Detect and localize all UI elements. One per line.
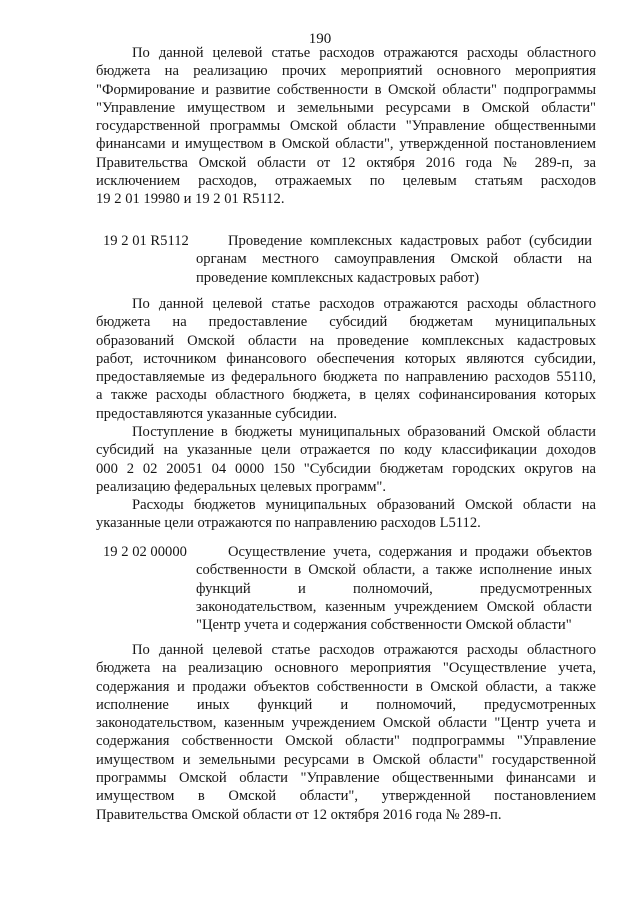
title-line: проведение комплексных кадастровых работ) xyxy=(196,269,480,286)
text-line: Правительства Омской области от 12 октября 2016 года № 289-п. xyxy=(96,806,502,823)
text-line: 000 2 02 20051 04 0000 150 "Субсидии бюджетам городских округов на xyxy=(96,460,596,477)
text-line: предоставляемые из федерального бюджета по направлению расходов 55110, xyxy=(96,369,596,386)
page-number: 190 xyxy=(308,31,332,47)
item-1-title xyxy=(196,232,592,287)
item-2-title xyxy=(196,543,592,634)
text-line: исключением расходов, отражаемых по целевым статьям расходов xyxy=(96,173,596,190)
text-line: 19 2 01 19980 и 19 2 01 R5112. xyxy=(96,191,285,208)
text-line: бюджета на реализацию прочих мероприятий основного мероприятия xyxy=(96,63,596,80)
title-line: Осуществление учета, содержания и продажи объектов xyxy=(228,544,592,560)
text-line: а также расходы областного бюджета, в целях софинансирования которых xyxy=(96,387,596,404)
text-line: исполнение иных функций и полномочий, предусмотренных xyxy=(96,696,596,713)
title-line: органам местного самоуправления Омской области на xyxy=(196,251,592,268)
text-line: бюджета на реализацию основного мероприятия "Осуществление учета, xyxy=(96,660,596,677)
text-line: бюджета на предоставление субсидий бюджетам муниципальных xyxy=(96,314,596,331)
paragraph-2 xyxy=(96,295,596,423)
text-line: Поступление в бюджеты муниципальных образований Омской области xyxy=(132,424,596,440)
text-line: субсидий на указанные цели отражается по коду классификации доходов xyxy=(96,442,596,459)
text-line: "Формирование и развитие собственности в Омской области" подпрограммы xyxy=(96,81,596,98)
text-line: Правительства Омской области от 12 октября 2016 года № 289-п, за xyxy=(96,154,596,171)
item-1-code: 19 2 01 R5112 xyxy=(103,233,189,249)
text-line: По данной целевой статье расходов отражаются расходы областного xyxy=(132,642,596,658)
title-line: функций и полномочий, предусмотренных xyxy=(196,580,592,597)
text-line: указанные цели отражаются по направлению расходов L5112. xyxy=(96,515,481,532)
text-line: "Управление имуществом и земельными ресурсами в Омской области" xyxy=(96,99,596,116)
text-line: программы Омской области "Управление общественными финансами и xyxy=(96,770,596,787)
title-line: законодательством, казенным учреждением Омской области xyxy=(196,598,592,615)
paragraph-1 xyxy=(96,44,596,209)
title-line: Проведение комплексных кадастровых работ (субсидии xyxy=(228,233,592,249)
paragraph-3 xyxy=(96,423,596,496)
paragraph-4 xyxy=(96,496,596,533)
text-line: Расходы бюджетов муниципальных образований Омской области на xyxy=(132,497,596,513)
text-line: законодательством, казенным учреждением Омской области "Центр учета и xyxy=(96,715,596,732)
text-line: предоставляются указанные субсидии. xyxy=(96,405,338,422)
text-line: содержания собственности Омской области" подпрограммы "Управление xyxy=(96,733,596,750)
text-line: имуществом в Омской области", утвержденной постановлением xyxy=(96,788,596,805)
text-line: содержания и продажи объектов собственности в Омской области, а также xyxy=(96,678,596,695)
title-line: "Центр учета и содержания собственности Омской области" xyxy=(196,617,572,634)
text-line: реализацию федеральных целевых программ". xyxy=(96,478,387,495)
paragraph-5 xyxy=(96,641,596,824)
text-line: образований Омской области на проведение комплексных кадастровых xyxy=(96,332,596,349)
item-2-code: 19 2 02 00000 xyxy=(103,544,187,560)
text-line: имуществом и земельными ресурсами в Омской области" государственной xyxy=(96,751,596,768)
title-line: собственности в Омской области, а также исполнение иных xyxy=(196,562,592,579)
text-line: финансами и имуществом в Омской области", утвержденной постановлением xyxy=(96,136,596,153)
text-line: По данной целевой статье расходов отражаются расходы областного xyxy=(132,296,596,312)
text-line: По данной целевой статье расходов отражаются расходы областного xyxy=(132,45,596,61)
text-line: государственной программы Омской области "Управление общественными xyxy=(96,118,596,135)
text-line: работ, источником финансового обеспечения которых являются субсидии, xyxy=(96,350,596,367)
